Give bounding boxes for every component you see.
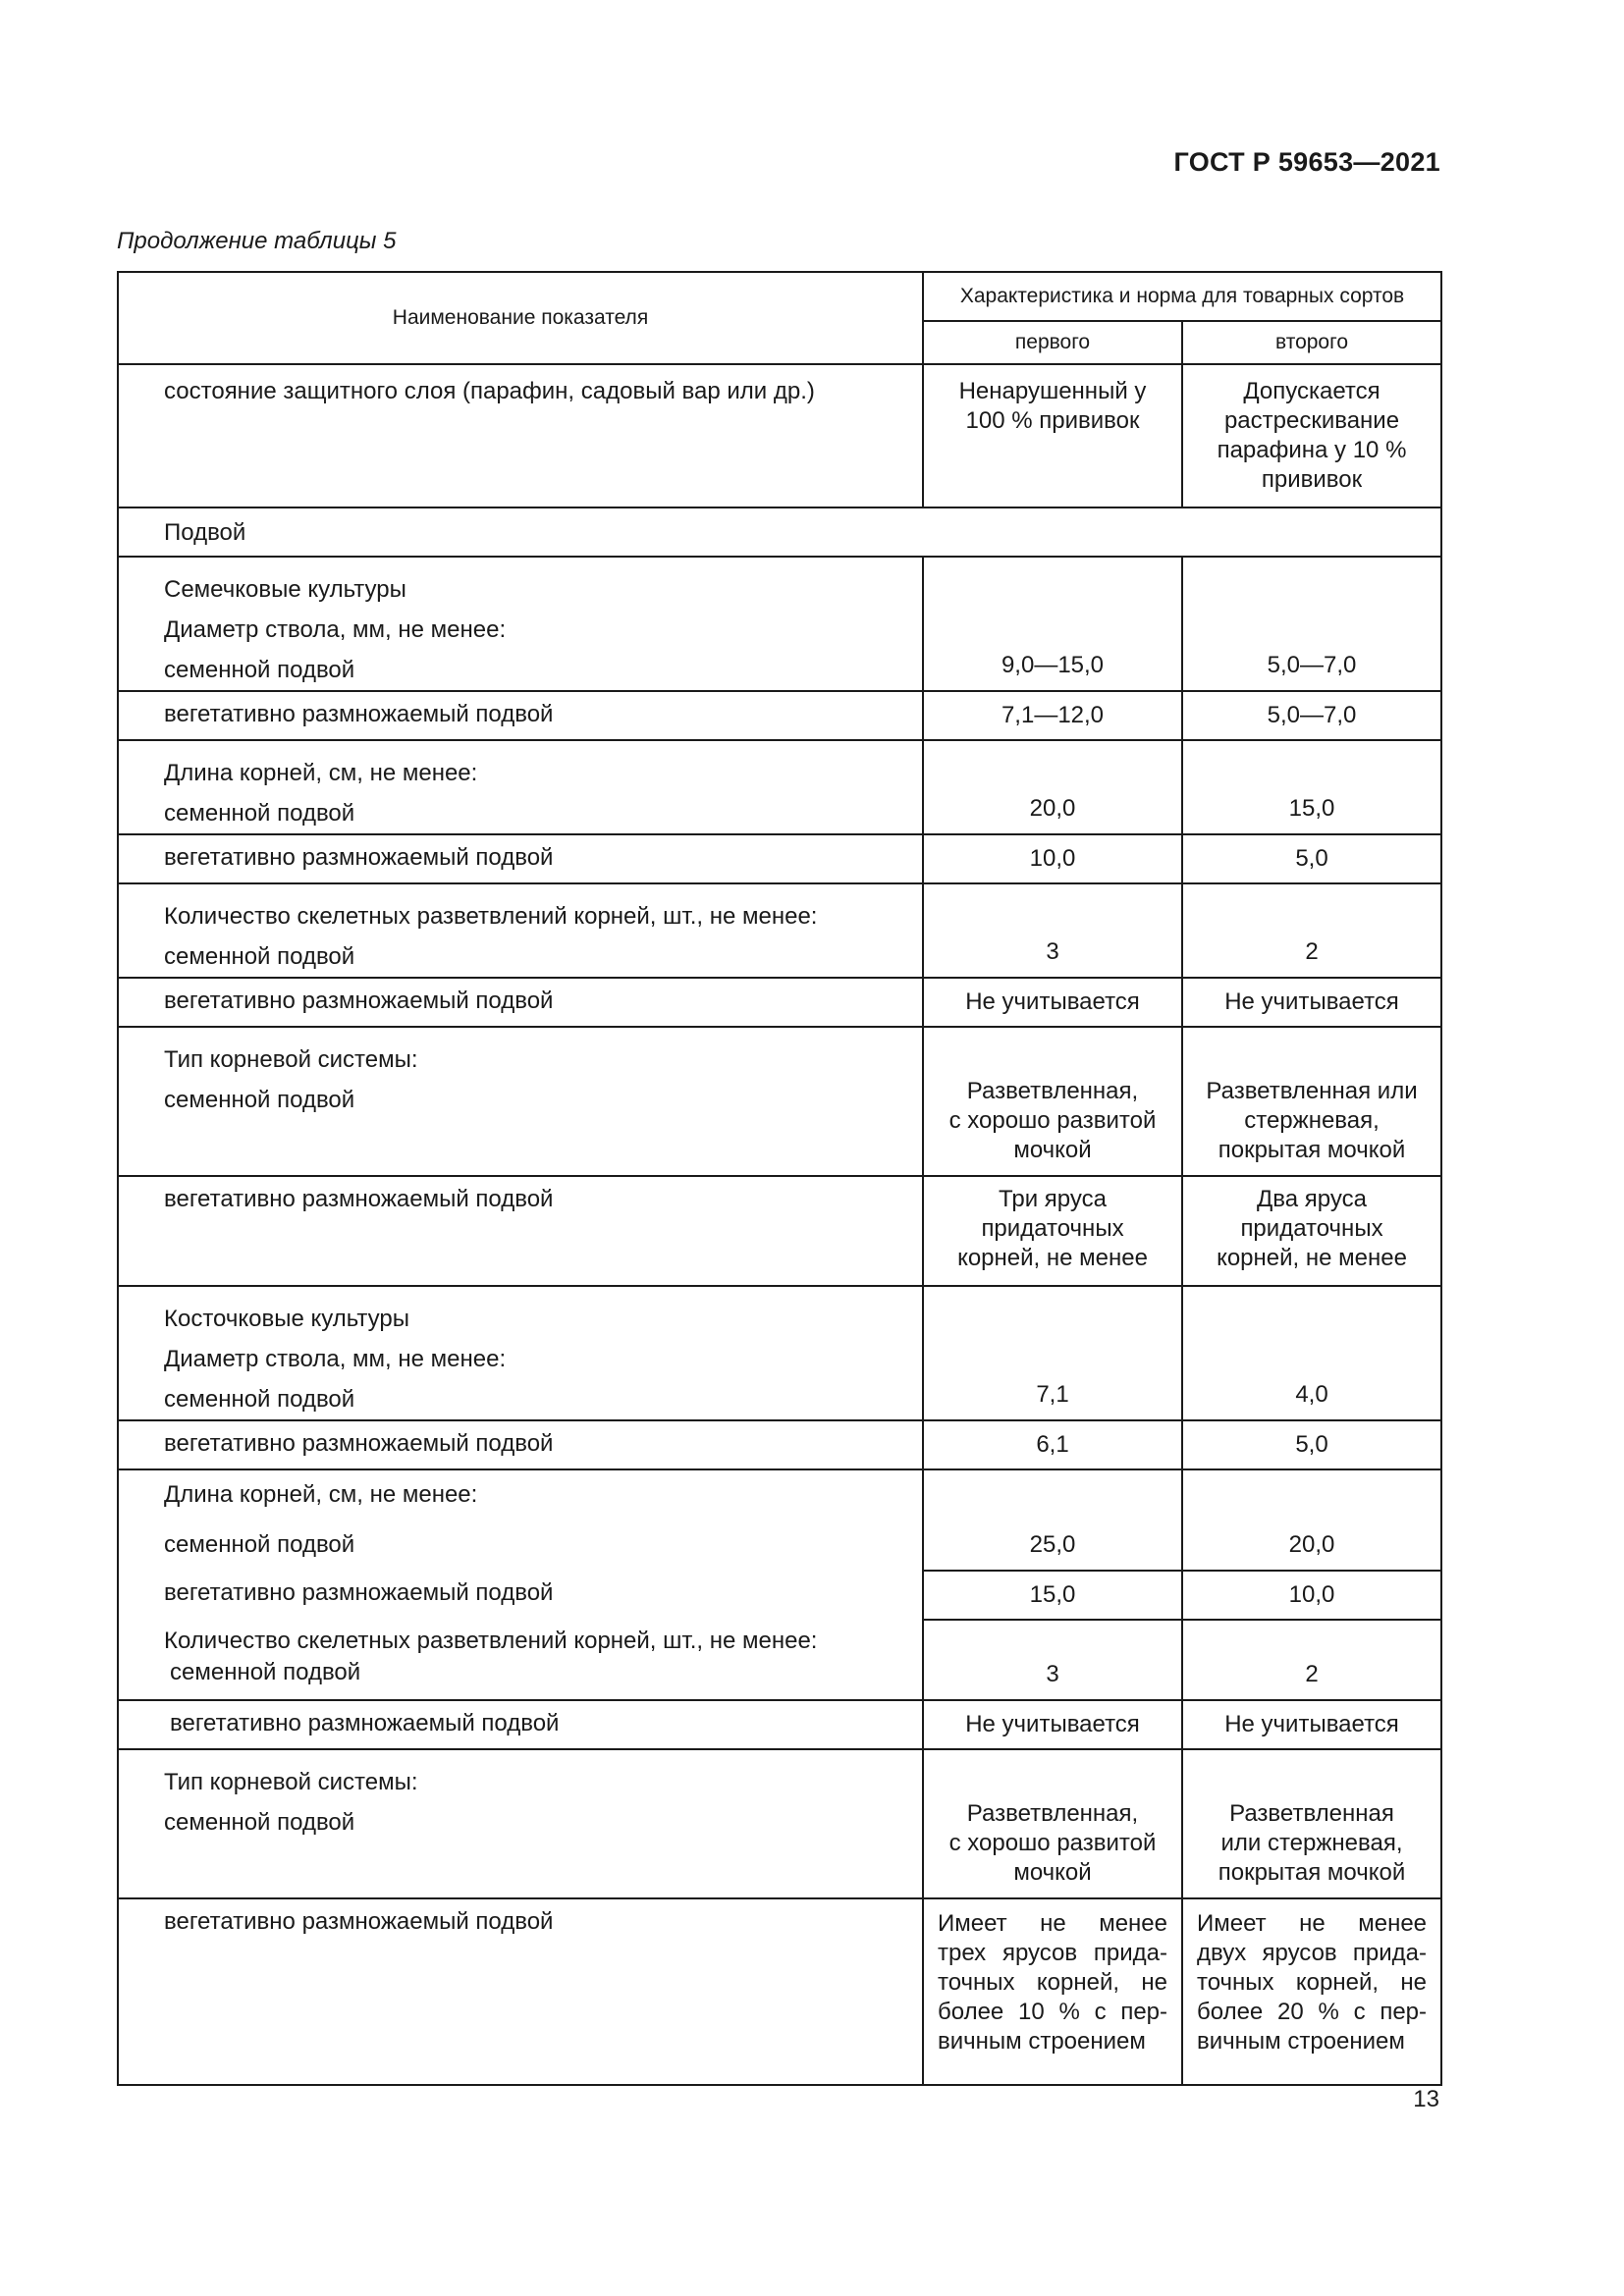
cell-second: 5,0—7,0 [1182, 557, 1441, 691]
cell-line: или стержневая, [1220, 1830, 1403, 1856]
cell-line: корней, не менее [957, 1245, 1148, 1271]
cell-first: Не учитывается [923, 1700, 1182, 1749]
cell-line: мочкой [1013, 1859, 1092, 1886]
cell-line: с хорошо развитой [948, 1107, 1157, 1134]
stone-roottype-seed: семенной подвой [164, 1809, 355, 1836]
section-rootstock [118, 507, 1441, 557]
table-row [118, 364, 1441, 507]
table-row [118, 1700, 1441, 1749]
cell-first: 25,0 [923, 1469, 1182, 1571]
cell-line: Разветвленная [1229, 1800, 1394, 1827]
pome-branches-label: Количество скелетных разветвлений корней, шт., не менее: [164, 903, 818, 930]
pome-roottype-label: Тип корневой системы: [164, 1046, 418, 1073]
stone-branches-label: Количество скелетных разветвлений корней, шт., не менее: [164, 1628, 818, 1654]
pome-title: Семечковые культуры [164, 576, 406, 603]
row-name [118, 1898, 923, 2085]
cell-line: двух ярусов прида- [1197, 1940, 1428, 1966]
pome-diameter-veg: вегетативно размножаемый подвой [164, 701, 554, 727]
table-row [118, 1620, 1441, 1700]
stone-length-seed: семенной подвой [164, 1531, 355, 1558]
cell-second [1182, 1176, 1441, 1286]
row-name [118, 691, 923, 740]
pome-length-label: Длина корней, см, не менее: [164, 760, 478, 786]
row-name [118, 1176, 923, 1286]
cell-line: Имеет не менее [938, 1910, 1167, 1937]
stone-title: Косточковые культуры [164, 1306, 409, 1332]
cell-second: 4,0 [1182, 1286, 1441, 1420]
table-row [118, 740, 1441, 834]
table-header-row [118, 272, 1441, 321]
stone-diameter-label: Диаметр ствола, мм, не менее: [164, 1346, 507, 1372]
cell-line: вичным строением [938, 2028, 1146, 2055]
cell-line: мочкой [1013, 1137, 1092, 1163]
stone-length-veg: вегетативно размножаемый подвой [164, 1579, 554, 1606]
column-header-name: Наименование показателя [118, 272, 923, 364]
cell-first: 3 [923, 883, 1182, 978]
cell-second: 5,0 [1182, 834, 1441, 883]
stone-roottype-label: Тип корневой системы: [164, 1769, 418, 1795]
cell-line: точных корней, не [1197, 1969, 1428, 1996]
cell-first [923, 1027, 1182, 1176]
column-header-first: первого [923, 321, 1182, 364]
row-name [118, 1469, 923, 1571]
row-name [118, 1749, 923, 1898]
pome-branches-seed: семенной подвой [164, 943, 355, 970]
cell-line: более 20 % с пер- [1197, 1999, 1428, 2025]
table-row [118, 691, 1441, 740]
table-row [118, 1176, 1441, 1286]
cell-second [1182, 1027, 1441, 1176]
cell-line: 100 % прививок [965, 407, 1140, 434]
protective-label: состояние защитного слоя (парафин, садовый вар или др.) [164, 378, 815, 404]
cell-second: 2 [1182, 1620, 1441, 1700]
cell-first [923, 1749, 1182, 1898]
cell-second: Не учитывается [1182, 1700, 1441, 1749]
pome-length-seed: семенной подвой [164, 800, 355, 827]
cell-first: 7,1 [923, 1286, 1182, 1420]
cell-line: растрескивание [1223, 407, 1400, 434]
stone-diameter-veg: вегетативно размножаемый подвой [164, 1430, 554, 1457]
cell-second [1182, 364, 1441, 507]
cell-first: 3 [923, 1620, 1182, 1700]
cell-line: стержневая, [1244, 1107, 1380, 1134]
cell-line: Разветвленная или [1206, 1078, 1418, 1104]
cell-first: 15,0 [923, 1571, 1182, 1620]
standard-number: ГОСТ Р 59653—2021 [1173, 147, 1440, 177]
cell-line: Имеет не менее [1197, 1910, 1428, 1937]
pome-roottype-veg: вегетативно размножаемый подвой [164, 1186, 554, 1212]
column-header-group: Характеристика и норма для товарных сортов [923, 272, 1441, 321]
cell-line: придаточных [981, 1215, 1124, 1242]
cell-second: 15,0 [1182, 740, 1441, 834]
cell-line: прививок [1261, 466, 1363, 493]
cell-line: более 10 % с пер- [938, 1999, 1167, 2025]
row-name [118, 557, 923, 691]
pome-diameter-label: Диаметр ствола, мм, не менее: [164, 616, 507, 643]
cell-line: с хорошо развитой [948, 1830, 1157, 1856]
row-name [118, 1620, 923, 1700]
table-row [118, 1469, 1441, 1571]
cell-line: придаточных [1240, 1215, 1383, 1242]
table-row [118, 834, 1441, 883]
table-row [118, 1286, 1441, 1420]
table-row [118, 1027, 1441, 1176]
cell-line: Разветвленная, [966, 1078, 1139, 1104]
stone-roottype-veg: вегетативно размножаемый подвой [164, 1908, 554, 1935]
cell-first: Не учитывается [923, 978, 1182, 1027]
cell-line: Разветвленная, [966, 1800, 1139, 1827]
cell-second: Не учитывается [1182, 978, 1441, 1027]
row-name [118, 364, 923, 507]
stone-branches-seed: семенной подвой [170, 1659, 361, 1685]
rootstock-label: Подвой [164, 519, 246, 546]
column-header-second: второго [1182, 321, 1441, 364]
cell-line: Допускается [1243, 378, 1380, 404]
cell-first: 10,0 [923, 834, 1182, 883]
table-row [118, 978, 1441, 1027]
pome-roottype-seed: семенной подвой [164, 1087, 355, 1113]
cell-first [923, 364, 1182, 507]
cell-line: покрытая мочкой [1218, 1859, 1406, 1886]
row-name [118, 740, 923, 834]
cell-second [1182, 1749, 1441, 1898]
table-row [118, 883, 1441, 978]
pome-branches-veg: вегетативно размножаемый подвой [164, 988, 554, 1014]
specification-table [117, 271, 1442, 2086]
cell-second: 10,0 [1182, 1571, 1441, 1620]
cell-line: покрытая мочкой [1218, 1137, 1406, 1163]
cell-line: Три яруса [999, 1186, 1107, 1212]
cell-second: 2 [1182, 883, 1441, 978]
stone-length-label: Длина корней, см, не менее: [164, 1481, 478, 1508]
page-number: 13 [1413, 2086, 1439, 2112]
stone-branches-veg: вегетативно размножаемый подвой [170, 1710, 560, 1736]
stone-diameter-seed: семенной подвой [164, 1386, 355, 1413]
cell-first [923, 1898, 1182, 2085]
cell-line: Два яруса [1257, 1186, 1367, 1212]
row-name [118, 1286, 923, 1420]
cell-line: точных корней, не [938, 1969, 1167, 1996]
cell-first: 9,0—15,0 [923, 557, 1182, 691]
cell-second: 5,0—7,0 [1182, 691, 1441, 740]
cell-second: 5,0 [1182, 1420, 1441, 1469]
cell-line: Ненарушенный у [958, 378, 1147, 404]
cell-second [1182, 1898, 1441, 2085]
row-name [118, 1700, 923, 1749]
cell-line: корней, не менее [1217, 1245, 1407, 1271]
cell-line: вичным строением [1197, 2028, 1405, 2055]
pome-length-veg: вегетативно размножаемый подвой [164, 844, 554, 871]
row-name [118, 1420, 923, 1469]
table-row [118, 1420, 1441, 1469]
cell-first: 6,1 [923, 1420, 1182, 1469]
table-row [118, 1571, 1441, 1620]
table-caption: Продолжение таблицы 5 [117, 228, 397, 254]
cell-first [923, 1176, 1182, 1286]
pome-diameter-seed: семенной подвой [164, 657, 355, 683]
row-name [118, 1571, 923, 1620]
cell-second: 20,0 [1182, 1469, 1441, 1571]
cell-first: 20,0 [923, 740, 1182, 834]
cell-first: 7,1—12,0 [923, 691, 1182, 740]
row-name [118, 883, 923, 978]
table-row [118, 1749, 1441, 1898]
row-name [118, 1027, 923, 1176]
row-name [118, 834, 923, 883]
table-row [118, 507, 1441, 557]
cell-line: парафина у 10 % [1217, 437, 1407, 463]
table-row [118, 1898, 1441, 2085]
row-name [118, 978, 923, 1027]
cell-line: трех ярусов прида- [938, 1940, 1167, 1966]
table-row [118, 557, 1441, 691]
